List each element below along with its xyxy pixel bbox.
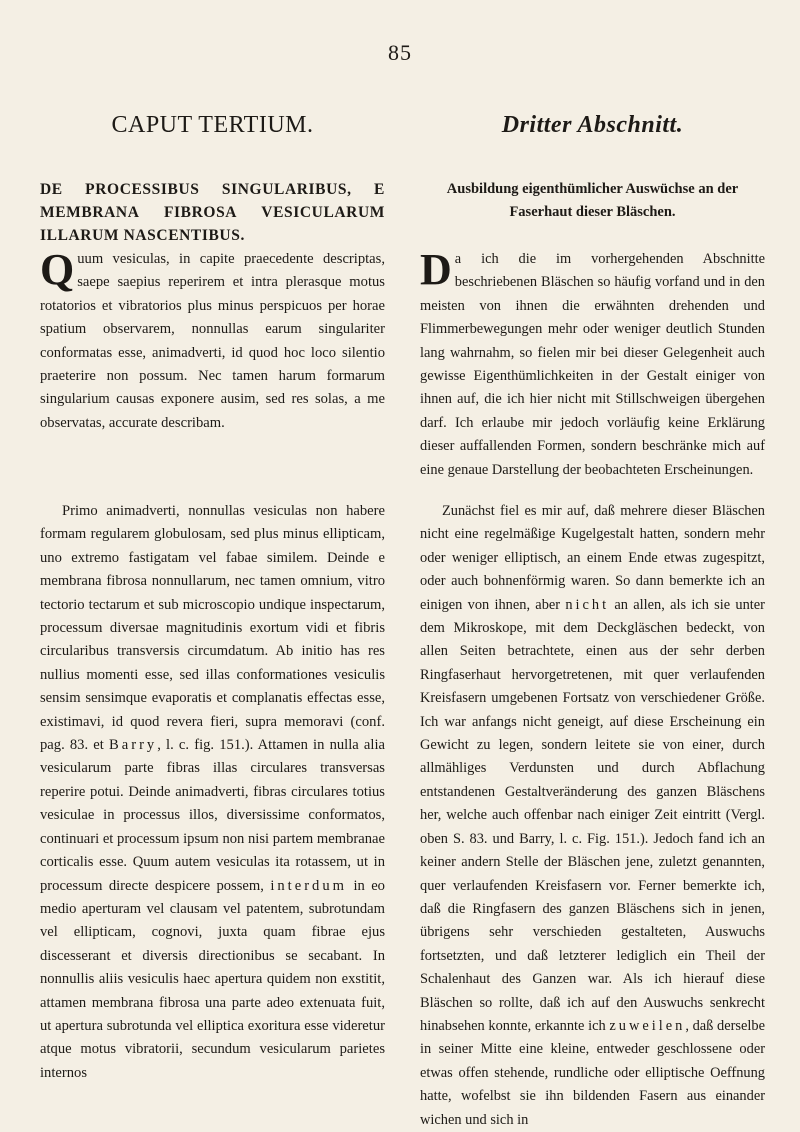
german-paragraph-2-text-c: , daß derselbe in seiner Mitte eine kleine, entweder geschlossene oder etwas offen stehende, rundliche oder elliptische Oeffnung hatte, wofelbst sie ihn bildenden Fasern aus einander wichen und sich in <box>420 1017 765 1128</box>
latin-paragraph-2-text-c: in eo medio aperturam vel clausam vel patentem, subrotundam vel ellipticam, cognovi, juxta quam fibrae ejus discesserant et diversis directionibus se secabant. In nonnullis aliis vesiculis haec apertura quidem non exstitit, attamen membrana fibrosa una parte adeo extenuata fuit, ut apertura subrotunda vel elliptica exoritura esse videretur atque motus vibratorii, secundum vesicularum parietes internos <box>40 877 385 1081</box>
german-paragraph-2 <box>420 500 765 1132</box>
dropcap-latin: Q <box>40 245 75 294</box>
german-paragraph-1 <box>420 245 765 482</box>
section-title-latin: DE PROCESSIBUS SINGULARIBUS, E MEMBRANA FIBROSA VESICULARUM ILLARUM NASCENTIBUS. <box>40 181 385 244</box>
section-title-german: Ausbildung eigenthümlicher Auswüchse an der Faserhaut dieser Bläschen. <box>446 181 739 220</box>
dropcap-german: D <box>420 245 452 294</box>
german-nicht: nicht <box>565 596 610 613</box>
german-paragraph-2-text-a: Zunächst fiel es mir auf, daß mehrere dieser Bläschen nicht eine regelmäßige Kugelgestalt hatten, sondern mehr oder weniger elliptisch, an einem Ende etwas zugespitzt, oder auch bohnenförmig waren. So dann bemerkte ich an einigen von ihnen, aber <box>420 503 765 613</box>
page-number: 85 <box>388 40 412 65</box>
german-paragraph-2-text-b: an allen, als ich sie unter dem Mikroskope, mit dem Deckgläschen bedeckt, von allen Seiten betrachtete, einen aus der sehr derben Ringfaserhaut hervorgetretenen, mit quer verlaufenden Kreisfasern umgebenen Fortsatz von verschiedener Größe. Ich war anfangs nicht geneigt, auf diese Erscheinung ein Gewicht zu legen, sondern leitete sie von einer, durch allmähliges Verdunsten und durch Abflachung entstandenen Gestaltveränderung des ganzen Bläschens her, welche auch offenbar nach einiger Zeit eintritt (Vergl. oben S. 83. und Barry, l. c. Fig. 151.). Jedoch fand ich an keiner andern Stelle der Bläschen jene, zuletzt genannten, quer verlaufenden Kreisfasern vor. Ferner bemerkte ich, daß die Ringfasern des ganzen Bläschens sich in jenen, übrigens sehr verschieden gestalteten, Auswuchs fortsetzten, und daß letzterer lediglich ein Theil der Schalenhaut des Ganzen war. Als ich hierauf diese Bläschen so rollte, daß ich auf den Auswuchs senkrecht hinabsehen konnte, erkannte ich <box>420 596 765 1034</box>
german-body-2 <box>420 500 765 1132</box>
latin-paragraph-2-text-a: Primo animadverti, nonnullas vesiculas non habere formam regularem globulosam, sed plus minus ellipticam, uno extremo fastigatam vel fabae similem. Deinde e membrana fibrosa nonnullarum, nec tamen omnium, vitro tectorio tectarum et sub microscopio undique inspectarum, processum diversae magnitudinis exortum vidi et fibris circularibus transversis circumdatum. Ab initio has res nullius momenti esse, sed illas conformationes vesiculis sensim sensimque evaporatis et complanatis effectas esse, existimavi, id quod revera fieri, supra memoravi (conf. pag. 83. et <box>40 503 385 754</box>
latin-paragraph-2 <box>40 500 385 1085</box>
chapter-title-german: Dritter Abschnitt. <box>501 112 684 138</box>
latin-barry-name: Barry <box>109 737 158 754</box>
german-zuweilen: zuweilen <box>609 1017 686 1034</box>
latin-paragraph-1 <box>40 245 385 435</box>
latin-interdum: interdum <box>270 877 348 894</box>
latin-paragraph-1-text: uum vesiculas, in capite praecedente descriptas, saepe saepius reperirem et intra plerasque motus rotatorios et vibratorios plus minus perspicuos per horae spatium observarem, nonnullas earum singulariter conformatas esse, animadverti, id quod hoc loco silentio praeterire non possum. Nec tamen harum formarum singularium causas exponere ausim, sed res solas, a me observatas, accurate describam. <box>40 251 385 431</box>
german-paragraph-1-text: a ich die im vorhergehenden Abschnitte beschriebenen Bläschen so häufig vorfand und in den meisten von ihnen die erwähnten drehenden und Flimmerbewegungen mehr oder weniger deutlich Stunden lang wahrnahm, so fielen mir bei dieser Gelegenheit auch gewisse Eigenthümlichkeiten in der Gestalt einiger von ihnen auf, die ich hier nicht mit Stillschweigen übergehen darf. Ich erlaube mir jedoch vorläufig keine Erklärung dieser auffallenden Formen, sondern beschränke mich auf eine genaue Darstellung der beobachteten Erscheinungen. <box>420 251 765 478</box>
latin-body-2 <box>40 500 385 1085</box>
latin-body <box>40 245 385 435</box>
latin-paragraph-2-text-b: , l. c. fig. 151.). Attamen in nulla alia vesicularum parte fibras illas circulares transversas reperire potui. Deinde animadverti, fibras circulares totius vesiculae in processus illos, diversissime conformatos, continuari et processum ipsum non nisi partem membranae corticalis esse. Quum autem vesiculas ita rotassem, ut in processum directe despicere possem, <box>40 737 385 894</box>
chapter-title-latin: CAPUT TERTIUM. <box>111 112 314 138</box>
german-body <box>420 245 765 482</box>
